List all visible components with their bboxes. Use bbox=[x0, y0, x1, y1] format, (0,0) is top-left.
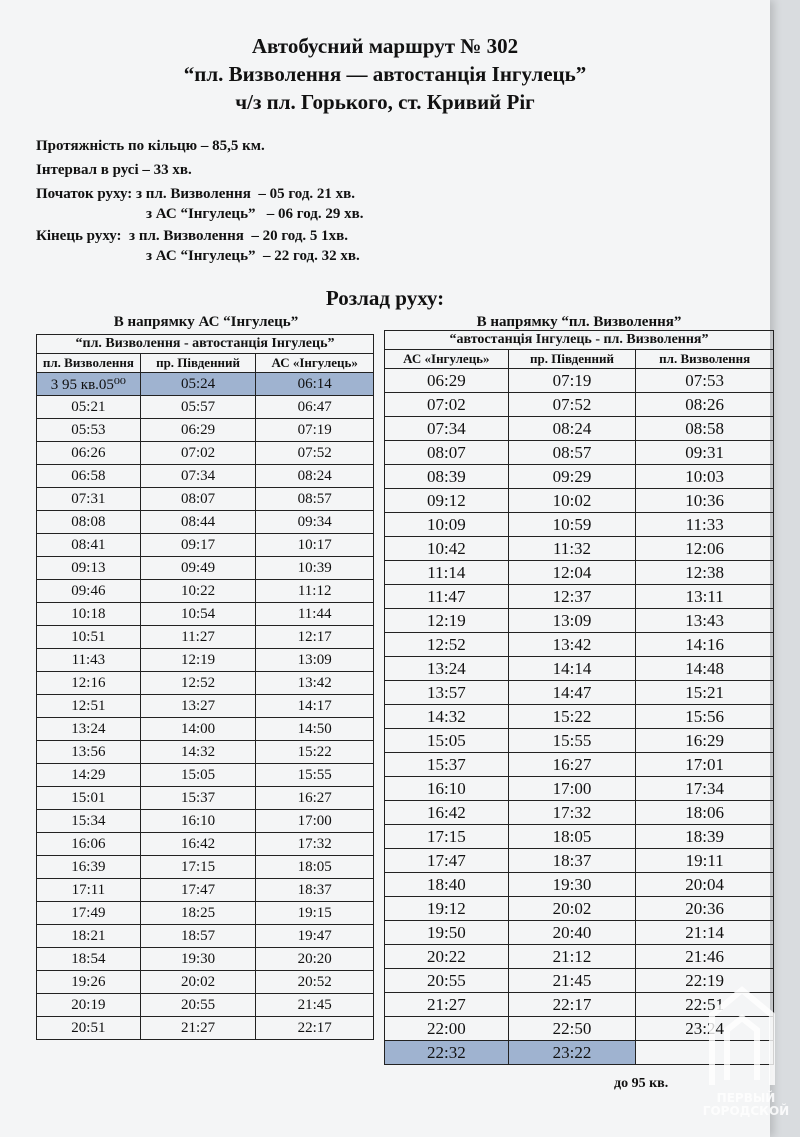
time-cell: 17:32 bbox=[508, 801, 636, 825]
time-cell: 14:50 bbox=[256, 718, 374, 741]
time-cell: 16:06 bbox=[37, 833, 141, 856]
left-col-header: пл. Визволення bbox=[37, 354, 141, 373]
time-cell: 06:58 bbox=[37, 465, 141, 488]
table-row bbox=[385, 729, 774, 753]
table-row bbox=[37, 787, 374, 810]
table-row bbox=[37, 718, 374, 741]
time-cell: 08:44 bbox=[140, 511, 256, 534]
table-row bbox=[37, 488, 374, 511]
right-col-header: пр. Південний bbox=[508, 350, 636, 369]
time-cell: 08:24 bbox=[508, 417, 636, 441]
time-cell: 15:34 bbox=[37, 810, 141, 833]
start-time-1: Початок руху: з пл. Визволення – 05 год. 21 хв. bbox=[36, 186, 356, 202]
table-row bbox=[37, 419, 374, 442]
table-row bbox=[37, 396, 374, 419]
table-row bbox=[37, 465, 374, 488]
time-cell: 17:47 bbox=[385, 849, 509, 873]
time-cell: 09:49 bbox=[140, 557, 256, 580]
table-row bbox=[385, 801, 774, 825]
time-cell: 12:04 bbox=[508, 561, 636, 585]
route-length: Протяжність по кільцю – 85,5 км. bbox=[36, 138, 265, 154]
time-cell: 20:02 bbox=[508, 897, 636, 921]
time-cell: 08:58 bbox=[636, 417, 774, 441]
time-cell: 12:37 bbox=[508, 585, 636, 609]
schedule-title: Розлад руху: bbox=[325, 286, 445, 310]
time-cell: 20:02 bbox=[140, 971, 256, 994]
time-cell: 07:19 bbox=[508, 369, 636, 393]
left-route-header: “пл. Визволення - автостанція Інгулець” bbox=[37, 335, 374, 354]
table-row bbox=[385, 921, 774, 945]
left-timetable bbox=[36, 334, 374, 1040]
time-cell: 12:52 bbox=[385, 633, 509, 657]
time-cell: 18:25 bbox=[140, 902, 256, 925]
time-cell: 19:50 bbox=[385, 921, 509, 945]
time-cell: 09:34 bbox=[256, 511, 374, 534]
table-row bbox=[37, 902, 374, 925]
time-cell: 08:08 bbox=[37, 511, 141, 534]
table-row bbox=[37, 925, 374, 948]
time-cell: 17:32 bbox=[256, 833, 374, 856]
time-cell: 22:19 bbox=[636, 969, 774, 993]
table-row bbox=[37, 557, 374, 580]
time-cell: 18:06 bbox=[636, 801, 774, 825]
time-cell: 16:29 bbox=[636, 729, 774, 753]
table-row bbox=[37, 948, 374, 971]
table-row bbox=[37, 672, 374, 695]
table-row bbox=[37, 1017, 374, 1040]
route-via: ч/з пл. Горького, ст. Кривий Ріг bbox=[235, 90, 535, 114]
time-cell: 17:34 bbox=[636, 777, 774, 801]
table-row bbox=[385, 753, 774, 777]
time-cell: 11:44 bbox=[256, 603, 374, 626]
time-cell: 06:29 bbox=[140, 419, 256, 442]
time-cell: 14:47 bbox=[508, 681, 636, 705]
time-cell: 22:17 bbox=[508, 993, 636, 1017]
time-cell: 10:18 bbox=[37, 603, 141, 626]
time-cell: 15:55 bbox=[508, 729, 636, 753]
right-col-header: пл. Визволення bbox=[636, 350, 774, 369]
watermark-line-1: ПЕРВЫЙ bbox=[716, 1091, 776, 1105]
time-cell: 20:52 bbox=[256, 971, 374, 994]
time-cell: 17:15 bbox=[140, 856, 256, 879]
table-row bbox=[385, 417, 774, 441]
time-cell: 10:51 bbox=[37, 626, 141, 649]
time-cell: 05:21 bbox=[37, 396, 141, 419]
watermark-text bbox=[692, 1092, 800, 1118]
time-cell: 21:14 bbox=[636, 921, 774, 945]
time-cell: 06:26 bbox=[37, 442, 141, 465]
time-cell: 14:29 bbox=[37, 764, 141, 787]
time-cell: 10:59 bbox=[508, 513, 636, 537]
table-row bbox=[37, 442, 374, 465]
time-cell: 16:42 bbox=[385, 801, 509, 825]
time-cell: 20:51 bbox=[37, 1017, 141, 1040]
time-cell: 15:55 bbox=[256, 764, 374, 787]
time-cell: 16:27 bbox=[508, 753, 636, 777]
time-cell: 20:55 bbox=[385, 969, 509, 993]
right-timetable bbox=[384, 330, 774, 1065]
table-row bbox=[37, 810, 374, 833]
table-row bbox=[37, 695, 374, 718]
table-row bbox=[385, 561, 774, 585]
table-row bbox=[37, 649, 374, 672]
time-cell: 15:37 bbox=[140, 787, 256, 810]
table-row bbox=[385, 441, 774, 465]
left-col-header: пр. Південний bbox=[140, 354, 256, 373]
time-cell: 22:32 bbox=[385, 1041, 509, 1065]
time-cell: 12:17 bbox=[256, 626, 374, 649]
table-row bbox=[37, 626, 374, 649]
time-cell: 18:05 bbox=[256, 856, 374, 879]
time-cell: 18:05 bbox=[508, 825, 636, 849]
table-row bbox=[37, 603, 374, 626]
time-cell: 07:52 bbox=[508, 393, 636, 417]
time-cell: 15:22 bbox=[256, 741, 374, 764]
time-cell: 19:47 bbox=[256, 925, 374, 948]
time-cell: 05:24 bbox=[140, 373, 256, 396]
time-cell: 13:43 bbox=[636, 609, 774, 633]
left-col-header: АС «Інгулець» bbox=[256, 354, 374, 373]
time-cell: 21:27 bbox=[140, 1017, 256, 1040]
time-cell: 20:55 bbox=[140, 994, 256, 1017]
watermark-line-2: ГОРОДСКОЙ bbox=[702, 1104, 790, 1118]
time-cell: 11:43 bbox=[37, 649, 141, 672]
time-cell: 10:09 bbox=[385, 513, 509, 537]
time-cell: 20:22 bbox=[385, 945, 509, 969]
time-cell: 17:00 bbox=[256, 810, 374, 833]
table-row bbox=[37, 511, 374, 534]
time-cell: 17:01 bbox=[636, 753, 774, 777]
time-cell: 13:11 bbox=[636, 585, 774, 609]
time-cell: 13:42 bbox=[256, 672, 374, 695]
time-cell: 20:36 bbox=[636, 897, 774, 921]
time-cell: 17:15 bbox=[385, 825, 509, 849]
start-time-2: з АС “Інгулець” – 06 год. 29 хв. bbox=[146, 206, 364, 222]
time-cell: 15:56 bbox=[636, 705, 774, 729]
time-cell: 10:22 bbox=[140, 580, 256, 603]
end-time-1: Кінець руху: з пл. Визволення – 20 год. 5 1хв. bbox=[36, 228, 349, 244]
time-cell: 21:12 bbox=[508, 945, 636, 969]
table-row bbox=[385, 465, 774, 489]
time-cell: 09:31 bbox=[636, 441, 774, 465]
time-cell: 10:39 bbox=[256, 557, 374, 580]
end-time-2: з АС “Інгулець” – 22 год. 32 хв. bbox=[146, 248, 360, 264]
time-cell: 20:04 bbox=[636, 873, 774, 897]
time-cell: 07:19 bbox=[256, 419, 374, 442]
time-cell: 16:10 bbox=[385, 777, 509, 801]
table-row bbox=[385, 705, 774, 729]
time-cell: 11:32 bbox=[508, 537, 636, 561]
time-cell: 07:34 bbox=[140, 465, 256, 488]
time-cell: 16:39 bbox=[37, 856, 141, 879]
time-cell: 3 95 кв.05⁰⁰ bbox=[37, 373, 141, 396]
table-row bbox=[385, 513, 774, 537]
tail-note: до 95 кв. bbox=[614, 1076, 669, 1091]
left-direction: В напрямку АС “Інгулець” bbox=[113, 314, 299, 330]
time-cell: 15:05 bbox=[385, 729, 509, 753]
table-row bbox=[37, 764, 374, 787]
time-cell: 16:10 bbox=[140, 810, 256, 833]
time-cell: 05:53 bbox=[37, 419, 141, 442]
time-cell: 08:07 bbox=[385, 441, 509, 465]
time-cell: 19:30 bbox=[508, 873, 636, 897]
time-cell: 19:30 bbox=[140, 948, 256, 971]
table-row bbox=[37, 971, 374, 994]
time-cell: 10:03 bbox=[636, 465, 774, 489]
table-row bbox=[385, 849, 774, 873]
table-row bbox=[385, 393, 774, 417]
time-cell: 14:48 bbox=[636, 657, 774, 681]
time-cell: 08:24 bbox=[256, 465, 374, 488]
time-cell: 20:20 bbox=[256, 948, 374, 971]
time-cell: 06:47 bbox=[256, 396, 374, 419]
table-row bbox=[385, 537, 774, 561]
time-cell: 17:11 bbox=[37, 879, 141, 902]
table-row bbox=[37, 534, 374, 557]
time-cell: 22:51 bbox=[636, 993, 774, 1017]
route-title: Автобусний маршрут № 302 bbox=[251, 34, 519, 58]
table-row bbox=[385, 609, 774, 633]
time-cell: 16:27 bbox=[256, 787, 374, 810]
time-cell: 11:14 bbox=[385, 561, 509, 585]
time-cell: 07:53 bbox=[636, 369, 774, 393]
table-row bbox=[385, 633, 774, 657]
time-cell: 18:37 bbox=[508, 849, 636, 873]
time-cell: 19:26 bbox=[37, 971, 141, 994]
time-cell: 11:27 bbox=[140, 626, 256, 649]
time-cell: 09:29 bbox=[508, 465, 636, 489]
time-cell: 20:19 bbox=[37, 994, 141, 1017]
table-row bbox=[385, 825, 774, 849]
time-cell: 09:12 bbox=[385, 489, 509, 513]
time-cell: 15:37 bbox=[385, 753, 509, 777]
time-cell: 18:21 bbox=[37, 925, 141, 948]
time-cell: 07:02 bbox=[140, 442, 256, 465]
time-cell: 14:17 bbox=[256, 695, 374, 718]
time-cell: 20:40 bbox=[508, 921, 636, 945]
time-cell: 15:22 bbox=[508, 705, 636, 729]
time-cell: 12:19 bbox=[385, 609, 509, 633]
time-cell: 08:41 bbox=[37, 534, 141, 557]
time-cell: 13:27 bbox=[140, 695, 256, 718]
table-row bbox=[37, 373, 374, 396]
time-cell: 22:17 bbox=[256, 1017, 374, 1040]
time-cell: 08:07 bbox=[140, 488, 256, 511]
table-row bbox=[37, 741, 374, 764]
table-row bbox=[385, 777, 774, 801]
time-cell: 17:49 bbox=[37, 902, 141, 925]
time-cell: 07:34 bbox=[385, 417, 509, 441]
time-cell: 19:15 bbox=[256, 902, 374, 925]
time-cell: 12:38 bbox=[636, 561, 774, 585]
time-cell: 21:46 bbox=[636, 945, 774, 969]
time-cell: 10:54 bbox=[140, 603, 256, 626]
time-cell: 12:06 bbox=[636, 537, 774, 561]
time-cell: 13:57 bbox=[385, 681, 509, 705]
time-cell: 12:16 bbox=[37, 672, 141, 695]
time-cell: 13:56 bbox=[37, 741, 141, 764]
time-cell: 23:22 bbox=[508, 1041, 636, 1065]
right-route-header: “автостанція Інгулець - пл. Визволення” bbox=[385, 331, 774, 350]
time-cell: 21:45 bbox=[508, 969, 636, 993]
time-cell: 13:24 bbox=[385, 657, 509, 681]
time-cell: 13:09 bbox=[256, 649, 374, 672]
table-row bbox=[37, 833, 374, 856]
time-cell: 08:57 bbox=[256, 488, 374, 511]
right-col-header: АС «Інгулець» bbox=[385, 350, 509, 369]
time-cell: 14:32 bbox=[140, 741, 256, 764]
time-cell: 18:37 bbox=[256, 879, 374, 902]
time-cell: 18:54 bbox=[37, 948, 141, 971]
time-cell: 21:45 bbox=[256, 994, 374, 1017]
table-row bbox=[385, 585, 774, 609]
time-cell: 18:40 bbox=[385, 873, 509, 897]
route-name: “пл. Визволення — автостанція Інгулець” bbox=[183, 62, 587, 86]
table-row bbox=[37, 994, 374, 1017]
time-cell: 21:27 bbox=[385, 993, 509, 1017]
time-cell: 14:32 bbox=[385, 705, 509, 729]
time-cell: 13:42 bbox=[508, 633, 636, 657]
time-cell: 10:02 bbox=[508, 489, 636, 513]
time-cell: 22:50 bbox=[508, 1017, 636, 1041]
right-direction: В напрямку “пл. Визволення” bbox=[476, 314, 682, 330]
time-cell: 19:12 bbox=[385, 897, 509, 921]
time-cell: 13:24 bbox=[37, 718, 141, 741]
table-row bbox=[385, 369, 774, 393]
time-cell: 09:13 bbox=[37, 557, 141, 580]
time-cell: 05:57 bbox=[140, 396, 256, 419]
time-cell: 09:17 bbox=[140, 534, 256, 557]
time-cell: 08:39 bbox=[385, 465, 509, 489]
time-cell: 11:33 bbox=[636, 513, 774, 537]
time-cell: 08:26 bbox=[636, 393, 774, 417]
time-cell: 06:29 bbox=[385, 369, 509, 393]
time-cell: 18:39 bbox=[636, 825, 774, 849]
time-cell: 11:47 bbox=[385, 585, 509, 609]
time-cell: 12:52 bbox=[140, 672, 256, 695]
table-row bbox=[385, 897, 774, 921]
table-row bbox=[385, 657, 774, 681]
time-cell: 14:14 bbox=[508, 657, 636, 681]
time-cell: 22:00 bbox=[385, 1017, 509, 1041]
time-cell: 07:31 bbox=[37, 488, 141, 511]
time-cell: 10:42 bbox=[385, 537, 509, 561]
time-cell: 15:01 bbox=[37, 787, 141, 810]
table-row bbox=[385, 489, 774, 513]
table-row bbox=[37, 856, 374, 879]
time-cell: 06:14 bbox=[256, 373, 374, 396]
time-cell: 19:11 bbox=[636, 849, 774, 873]
time-cell: 07:02 bbox=[385, 393, 509, 417]
time-cell: 09:46 bbox=[37, 580, 141, 603]
time-cell: 17:47 bbox=[140, 879, 256, 902]
table-row bbox=[385, 873, 774, 897]
table-row bbox=[37, 879, 374, 902]
route-interval: Інтервал в русі – 33 хв. bbox=[36, 162, 192, 178]
time-cell: 08:57 bbox=[508, 441, 636, 465]
time-cell: 10:17 bbox=[256, 534, 374, 557]
time-cell: 17:00 bbox=[508, 777, 636, 801]
time-cell: 15:05 bbox=[140, 764, 256, 787]
time-cell: 07:52 bbox=[256, 442, 374, 465]
time-cell: 13:09 bbox=[508, 609, 636, 633]
time-cell: 16:42 bbox=[140, 833, 256, 856]
time-cell: 11:12 bbox=[256, 580, 374, 603]
time-cell: 18:57 bbox=[140, 925, 256, 948]
time-cell: 15:21 bbox=[636, 681, 774, 705]
time-cell: 10:36 bbox=[636, 489, 774, 513]
time-cell: 23:24 bbox=[636, 1017, 774, 1041]
time-cell: 12:51 bbox=[37, 695, 141, 718]
time-cell: 12:19 bbox=[140, 649, 256, 672]
time-cell: 14:16 bbox=[636, 633, 774, 657]
table-row bbox=[37, 580, 374, 603]
time-cell: 14:00 bbox=[140, 718, 256, 741]
table-row bbox=[385, 681, 774, 705]
